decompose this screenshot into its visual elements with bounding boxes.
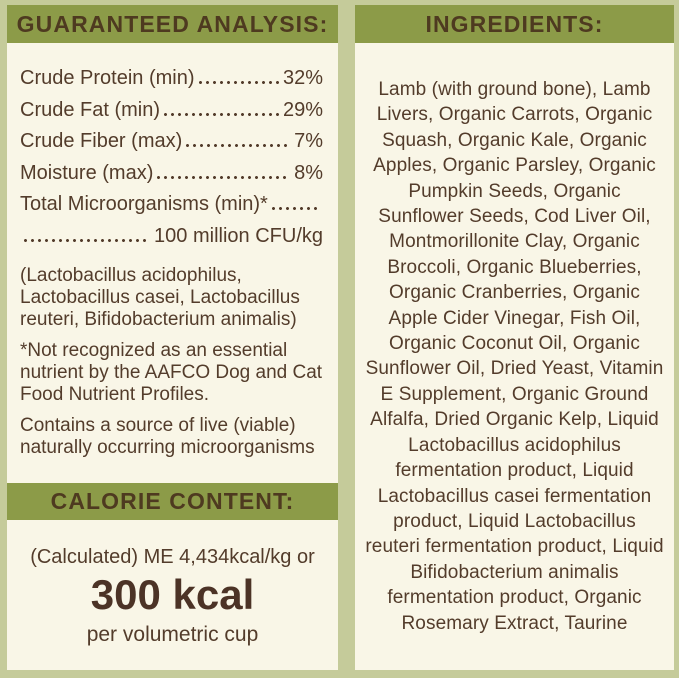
ingredients-header xyxy=(355,5,674,43)
analysis-value: 29% xyxy=(282,98,323,121)
calorie-calculated-line: (Calculated) ME 4,434kcal/kg or xyxy=(30,546,315,568)
analysis-row-protein xyxy=(20,63,323,95)
dot-leader xyxy=(186,144,290,147)
analysis-label: Crude Fat (min) xyxy=(20,98,161,121)
analysis-row-fiber xyxy=(20,126,323,158)
calorie-content-body xyxy=(7,520,338,647)
kcal-per-cup-value: 300 kcal xyxy=(90,571,255,618)
probiotic-species-note: (Lactobacillus acidophilus, Lactobacillus casei, Lactobacillus reuteri, Bifidobacterium animalis) xyxy=(20,265,300,330)
per-volumetric-cup-label: per volumetric cup xyxy=(86,623,259,646)
aafco-footnote: *Not recognized as an essential nutrient by the AAFCO Dog and Cat Food Nutrient Profiles. xyxy=(20,340,323,405)
analysis-row-fat xyxy=(20,95,323,127)
analysis-table xyxy=(20,63,323,252)
analysis-label: Moisture (max) xyxy=(20,161,154,184)
analysis-row-microorganisms-label xyxy=(20,189,323,221)
analysis-value: 7% xyxy=(294,130,323,152)
guaranteed-analysis-header xyxy=(7,5,338,43)
dot-leader xyxy=(199,81,279,84)
analysis-label: Crude Fiber (max) xyxy=(20,130,183,152)
calorie-content-header xyxy=(7,483,338,520)
analysis-row-microorganisms-value xyxy=(20,221,323,253)
calorie-content-title: CALORIE CONTENT: xyxy=(50,488,295,514)
guaranteed-analysis-panel xyxy=(7,5,338,670)
analysis-value: 8% xyxy=(294,161,323,184)
ingredients-list: Lamb (with ground bone), Lamb Livers, Organic Carrots, Organic Squash, Organic Kale, Organic Apples, Organic Parsley, Organic Pumpkin Seeds, Organic Sunflower Seeds, Cod Liver Oil, Montmorillonite Clay, Organic Broccoli, Organic Blueberries, Organic Cranberries, Organic Apple Cider Vinegar, Fish Oil, Organic Coconut Oil, Organic Sunflower Oil, Dried Yeast, Vitamin E Supplement, Organic Ground Alfalfa, Dried Organic Kelp, Liquid Lactobacillus acidophilus fermentation product, Liquid Lactobacillus casei fermentation product, Liquid Lactobacillus reuteri fermentation product, Liquid Bifidobacterium animalis fermentation product, Organic Rosemary Extract, Taurine xyxy=(365,79,664,634)
live-microorganisms-note: Contains a source of live (viable) naturally occurring microorganisms xyxy=(20,415,315,458)
analysis-label: Total Microorganisms (min)* xyxy=(20,193,268,215)
analysis-label: Crude Protein (min) xyxy=(20,67,195,89)
ingredients-panel xyxy=(355,5,674,670)
ingredients-title: INGREDIENTS: xyxy=(425,10,604,37)
analysis-value: 32% xyxy=(282,67,323,89)
analysis-row-moisture xyxy=(20,158,323,190)
analysis-value: 100 million CFU/kg xyxy=(154,224,323,247)
dot-leader xyxy=(157,176,290,179)
dot-leader xyxy=(272,207,319,210)
dot-leader xyxy=(24,239,150,242)
analysis-notes xyxy=(20,265,324,459)
guaranteed-analysis-title: GUARANTEED ANALYSIS: xyxy=(16,10,329,37)
dot-leader xyxy=(164,113,279,116)
